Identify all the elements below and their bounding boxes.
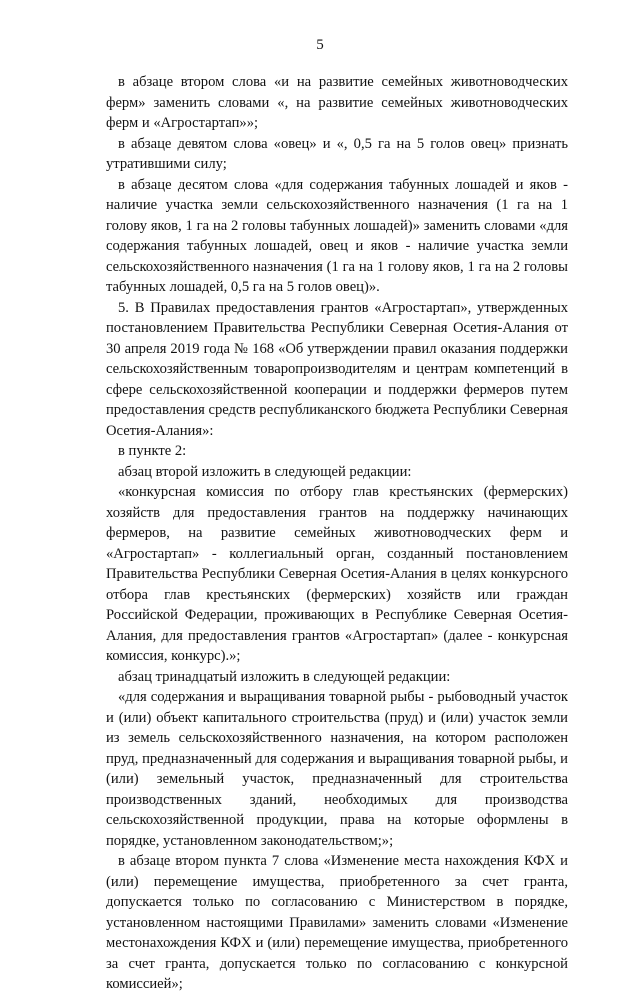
paragraph: в пункте 2:	[118, 443, 187, 459]
paragraph: «для содержания и выращивания товарной рыбы - рыбоводный участок и (или) объект капитального строительства (пруд) и (или) участок земли из земель сельскохозяйственного назначения, на котором расположен пруд, предназначенный для содержания и выращивания товарной рыбы, и (или) земельный участок, предназначенный для строительства производственных зданий, необходимых для производства сельскохозяйственной продукции, права на которые оформлены в порядке, установленном законодательством;»;	[106, 689, 568, 849]
paragraph: в абзаце втором пункта 7 слова «Изменение места нахождения КФХ и (или) перемещение имущества, приобретенного за счет гранта, допускается только по согласованию с Министерством в порядке, установленном настоящими Правилами» заменить словами «Изменение местонахождения КФХ и (или) перемещение имущества, приобретенного за счет гранта, допускается только по согласованию с конкурсной комиссией»;	[106, 853, 568, 992]
paragraph: абзац второй изложить в следующей редакции:	[118, 463, 412, 480]
paragraph: абзац тринадцатый изложить в следующей редакции:	[118, 668, 451, 685]
paragraph: в абзаце втором слова «и на развитие семейных животноводческих ферм» заменить словами «, на развитие семейных животноводческих ферм и «Агростартап»»;	[106, 74, 568, 131]
paragraph: в абзаце десятом слова «для содержания табунных лошадей и яков - наличие участка земли сельскохозяйственного назначения (1 га на 1 голову яков, 1 га на 2 головы табунных лошадей)» заменить словами «для содержания табунных лошадей, овец и яков - наличие участка земли сельскохозяйственного назначения (1 га на 1 голову яков, 1 га на 2 головы табунных лошадей, 0,5 га на 5 голов овец)».	[106, 176, 568, 295]
paragraph: в абзаце девятом слова «овец» и «, 0,5 га на 5 голов овец» признать утратившими силу;	[106, 135, 568, 172]
paragraph: 5. В Правилах предоставления грантов «Агростартап», утвержденных постановлением Правительства Республики Северная Осетия-Алания от 30 апреля 2019 года № 168 «Об утверждении правил оказания поддержки сельскохозяйственным товаропроизводителям и центрам компетенций в сфере сельскохозяйственной кооперации и поддержки фермеров путем предоставления средств республиканского бюджета Республики Северная Осетия-Алания»:	[106, 299, 568, 439]
document-body	[106, 72, 568, 995]
page-number: 5	[316, 37, 324, 53]
paragraph: «конкурсная комиссия по отбору глав крестьянских (фермерских) хозяйств для предоставления грантов на поддержку начинающих фермеров, на развитие семейных животноводческих ферм и «Агростартап» - коллегиальный орган, созданный постановлением Правительства Республики Северная Осетия-Алания в целях конкурсного отбора глав крестьянских (фермерских) хозяйств или граждан Российской Федерации, проживающих в Республике Северная Осетия-Алания, для предоставления грантов «Агростартап» (далее - конкурсная комиссия, конкурс).»;	[106, 484, 568, 664]
